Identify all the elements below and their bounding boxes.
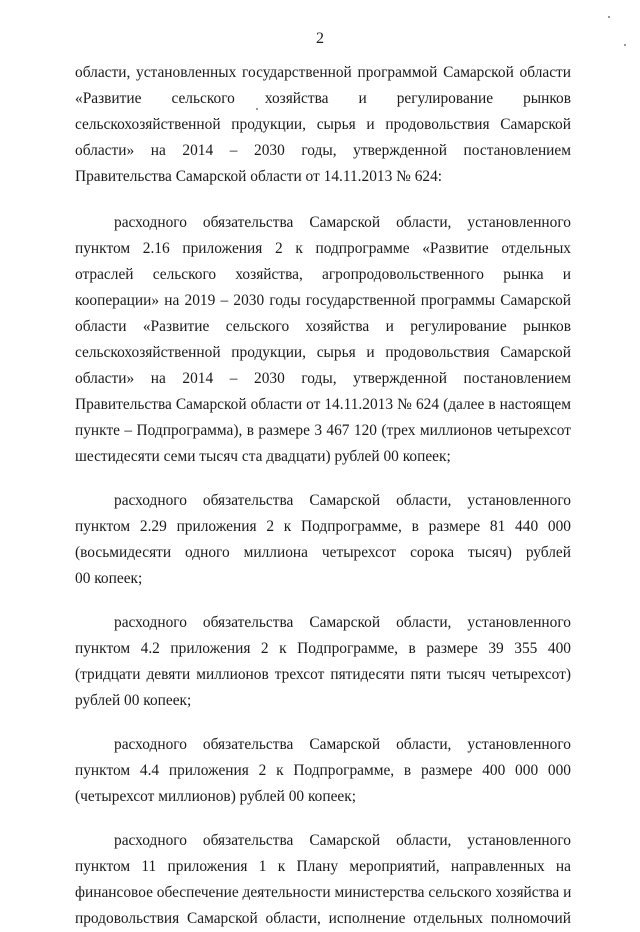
- text-line: пунктом 2.16 приложения 2 к подпрограмме «Развитие отдельных: [75, 240, 571, 257]
- text-line: пунктом 11 приложения 1 к Плану мероприятий, направленных на: [75, 858, 571, 875]
- paragraph-1: [75, 60, 571, 190]
- text-line: расходного обязательства Самарской области, установленного: [114, 614, 571, 631]
- paragraph-2: [75, 210, 571, 470]
- text-line: кооперации» на 2019 – 2030 годы государственной программы Самарской: [75, 292, 571, 309]
- scan-speck: [256, 108, 258, 110]
- text-line: области» на 2014 – 2030 годы, утвержденной постановлением: [75, 142, 571, 159]
- text-line: сельскохозяйственной продукции, сырья и продовольствия Самарской: [75, 344, 571, 361]
- document-body: [75, 60, 571, 932]
- text-line: Правительства Самарской области от 14.11.2013 № 624 (далее в настоящем: [75, 396, 571, 413]
- text-line: Правительства Самарской области от 14.11.2013 № 624:: [75, 168, 443, 185]
- text-line: «Развитие сельского хозяйства и регулирование рынков: [75, 90, 571, 107]
- paragraph-6: [75, 828, 571, 932]
- page-number: 2: [316, 30, 324, 47]
- text-line: шестидесяти семи тысяч ста двадцати) рублей 00 копеек;: [75, 448, 451, 465]
- text-line: продовольствия Самарской области, исполнение отдельных полномочий: [75, 910, 571, 927]
- text-line: (тридцати девяти миллионов трехсот пятидесяти пяти тысяч четырехсот): [75, 666, 571, 683]
- text-line: пунктом 2.29 приложения 2 к Подпрограмме, в размере 81 440 000: [75, 518, 571, 535]
- text-line: области «Развитие сельского хозяйства и регулирование рынков: [75, 318, 571, 335]
- paragraph-3: [75, 488, 571, 592]
- text-line: пунктом 4.4 приложения 2 к Подпрограмме, в размере 400 000 000: [75, 762, 571, 779]
- text-line: сельскохозяйственной продукции, сырья и продовольствия Самарской: [75, 116, 571, 133]
- scan-speck: [608, 16, 610, 18]
- text-line: (четырехсот миллионов) рублей 00 копеек;: [75, 788, 356, 805]
- text-line: расходного обязательства Самарской области, установленного: [114, 832, 571, 849]
- text-line: пункте – Подпрограмма), в размере 3 467 120 (трех миллионов четырехсот: [75, 422, 571, 439]
- scan-speck: [624, 44, 626, 46]
- text-line: расходного обязательства Самарской области, установленного: [114, 736, 571, 753]
- text-line: расходного обязательства Самарской области, установленного: [114, 214, 571, 231]
- paragraph-4: [75, 610, 571, 714]
- text-line: расходного обязательства Самарской области, установленного: [114, 492, 571, 509]
- text-line: финансовое обеспечение деятельности министерства сельского хозяйства и: [75, 884, 572, 901]
- paragraph-5: [75, 732, 571, 810]
- text-line: рублей 00 копеек;: [75, 692, 192, 709]
- text-line: 00 копеек;: [75, 570, 143, 587]
- text-line: (восьмидесяти одного миллиона четырехсот сорока тысяч) рублей: [75, 544, 571, 561]
- text-line: области» на 2014 – 2030 годы, утвержденной постановлением: [75, 370, 571, 387]
- text-line: отраслей сельского хозяйства, агропродовольственного рынка и: [75, 266, 571, 283]
- text-line: пунктом 4.2 приложения 2 к Подпрограмме, в размере 39 355 400: [75, 640, 571, 657]
- text-line: области, установленных государственной программой Самарской области: [75, 64, 571, 81]
